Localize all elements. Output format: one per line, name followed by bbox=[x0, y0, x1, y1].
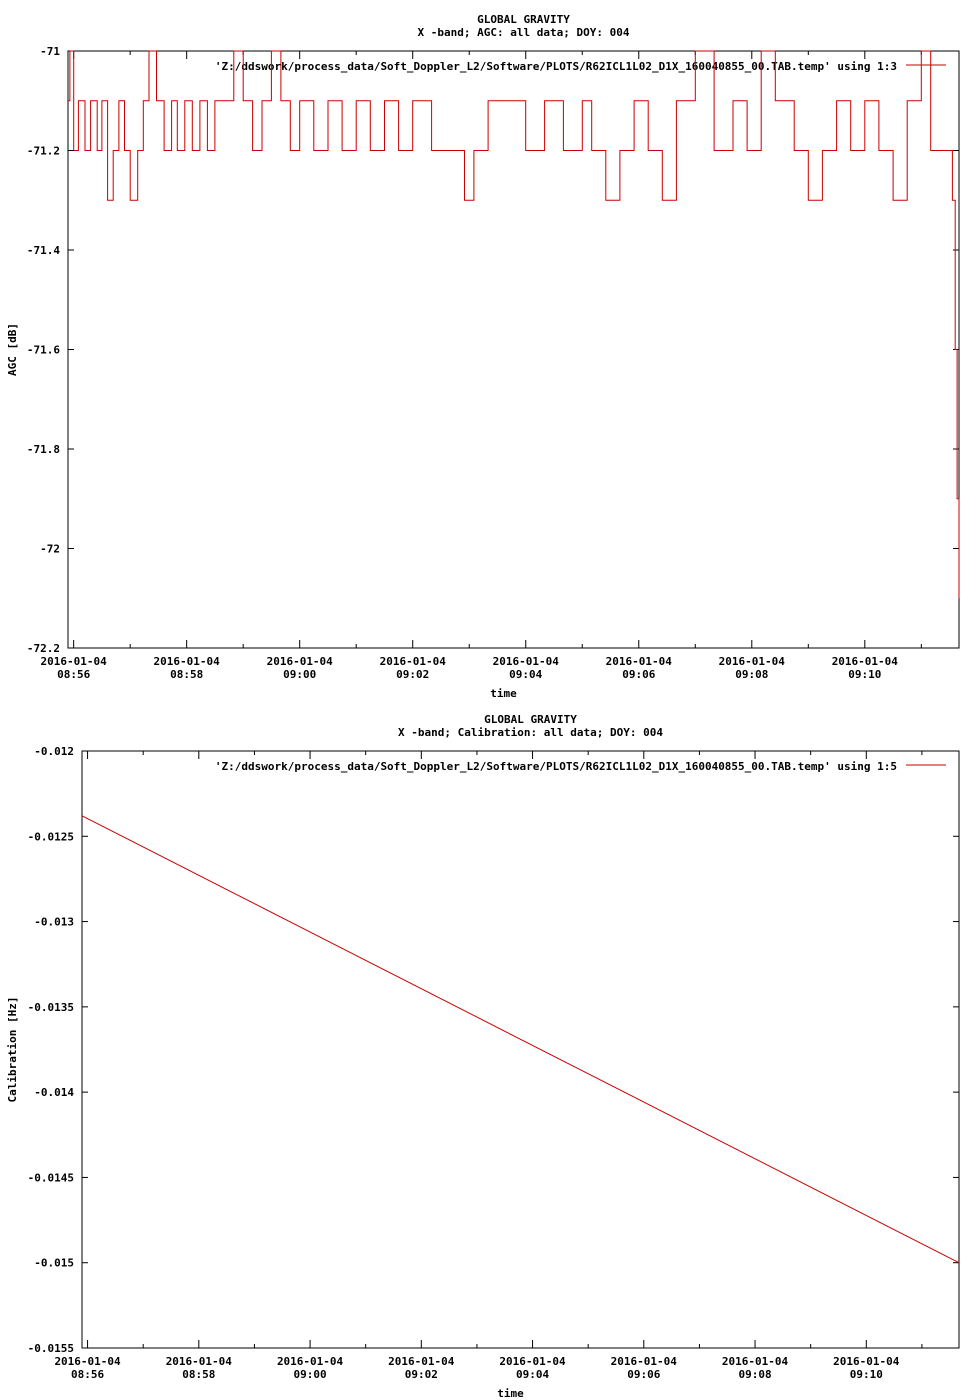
x-axis-label: time bbox=[497, 1387, 524, 1400]
chart-title: GLOBAL GRAVITY bbox=[484, 713, 577, 726]
legend-label: 'Z:/ddswork/process_data/Soft_Doppler_L2/Software/PLOTS/R62ICL1L02_D1X_160040855_00.TAB.temp' using 1:5 bbox=[214, 760, 897, 773]
x-tick-date: 2016-01-04 bbox=[54, 1355, 121, 1368]
x-tick-time: 09:06 bbox=[627, 1368, 661, 1381]
x-tick-date: 2016-01-04 bbox=[165, 1355, 232, 1368]
y-tick-label: -0.014 bbox=[34, 1086, 74, 1100]
y-tick-label: -0.0155 bbox=[27, 1342, 74, 1355]
x-axis-label: time bbox=[490, 687, 517, 700]
y-tick-label: -72 bbox=[40, 542, 60, 556]
x-tick-time: 09:04 bbox=[509, 668, 543, 681]
x-tick-date: 2016-01-04 bbox=[153, 655, 220, 668]
x-tick-time: 08:58 bbox=[170, 668, 204, 681]
x-tick-date: 2016-01-04 bbox=[610, 1355, 677, 1368]
x-tick-date: 2016-01-04 bbox=[718, 655, 785, 668]
chart-subtitle: X -band; AGC: all data; DOY: 004 bbox=[417, 26, 630, 39]
y-tick-label: -71.4 bbox=[26, 244, 60, 257]
y-tick-label: -0.012 bbox=[34, 745, 74, 758]
x-tick-date: 2016-01-04 bbox=[388, 1355, 455, 1368]
y-tick-label: -72.2 bbox=[26, 642, 60, 655]
y-tick-label: -0.0125 bbox=[27, 830, 74, 844]
x-tick-time: 09:02 bbox=[404, 1368, 438, 1381]
chart-subtitle: X -band; Calibration: all data; DOY: 004 bbox=[398, 726, 663, 739]
x-tick-time: 09:10 bbox=[849, 1368, 883, 1381]
x-tick-date: 2016-01-04 bbox=[492, 655, 559, 668]
x-tick-time: 09:00 bbox=[293, 1368, 327, 1381]
x-tick-date: 2016-01-04 bbox=[833, 1355, 900, 1368]
y-tick-label: -0.0145 bbox=[27, 1171, 74, 1185]
x-tick-date: 2016-01-04 bbox=[40, 655, 107, 668]
x-tick-time: 08:56 bbox=[57, 668, 91, 681]
x-tick-time: 09:06 bbox=[622, 668, 656, 681]
y-tick-label: -0.015 bbox=[34, 1256, 74, 1270]
legend-label: 'Z:/ddswork/process_data/Soft_Doppler_L2/Software/PLOTS/R62ICL1L02_D1X_160040855_00.TAB.temp' using 1:3 bbox=[214, 60, 897, 73]
x-tick-time: 09:08 bbox=[738, 1368, 772, 1381]
x-tick-time: 09:02 bbox=[396, 668, 430, 681]
x-tick-date: 2016-01-04 bbox=[831, 655, 898, 668]
x-tick-date: 2016-01-04 bbox=[499, 1355, 566, 1368]
y-tick-label: -0.0135 bbox=[27, 1000, 74, 1014]
x-tick-time: 09:04 bbox=[515, 1368, 550, 1381]
x-tick-date: 2016-01-04 bbox=[266, 655, 333, 668]
chart-panel-2 bbox=[6, 713, 959, 1400]
y-tick-label: -71.8 bbox=[26, 443, 60, 456]
x-tick-date: 2016-01-04 bbox=[276, 1355, 344, 1368]
chart-title: GLOBAL GRAVITY bbox=[477, 13, 570, 26]
x-tick-time: 08:56 bbox=[70, 1368, 105, 1381]
y-axis-label: Calibration [Hz] bbox=[6, 996, 19, 1103]
plot-frame bbox=[68, 51, 959, 648]
x-tick-date: 2016-01-04 bbox=[379, 655, 446, 668]
y-tick-label: -0.013 bbox=[34, 915, 74, 929]
x-tick-time: 09:00 bbox=[283, 668, 317, 681]
series-line bbox=[68, 51, 959, 598]
series-line bbox=[82, 816, 959, 1263]
x-tick-time: 08:58 bbox=[182, 1368, 216, 1381]
y-tick-label: -71.6 bbox=[26, 343, 60, 357]
x-tick-date: 2016-01-04 bbox=[721, 1355, 789, 1368]
x-tick-date: 2016-01-04 bbox=[605, 655, 672, 668]
y-tick-label: -71 bbox=[40, 45, 60, 58]
plot-frame bbox=[82, 751, 959, 1348]
y-axis-label: AGC [dB] bbox=[6, 323, 19, 376]
chart-panel-1 bbox=[6, 13, 959, 700]
x-tick-time: 09:10 bbox=[848, 668, 882, 681]
y-tick-label: -71.2 bbox=[26, 144, 60, 158]
x-tick-time: 09:08 bbox=[735, 668, 769, 681]
